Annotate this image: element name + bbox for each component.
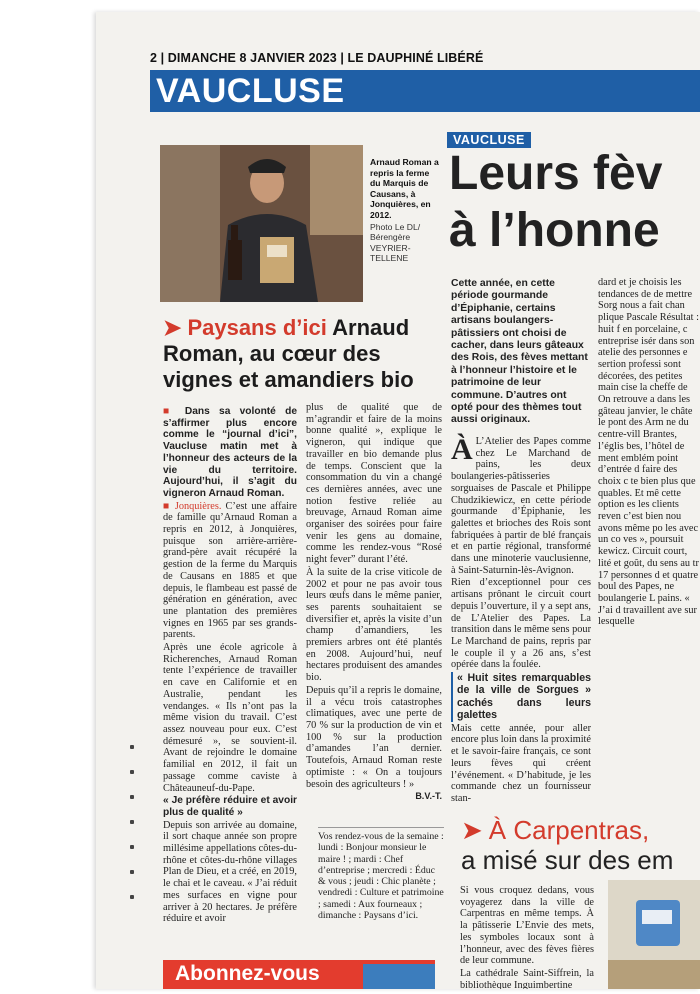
intro: Dans sa volonté de s’affirmer plus encore comme le “journal d’ici”, Vaucluse matin met à l’honneur des acteurs de la vie du territoire. Aujourd’hui, il s’agit du vigneron Arnaud Roman. xyxy=(163,406,297,499)
paragraph: Si vous croquez dedans, vous voyagerez dans la ville de Carpentras en même temps. À la pâtisserie L’Envie des mets, les symboles locaux sont à l’honneur, avec des fèves fières de leur commune. xyxy=(460,885,594,967)
left-column-1: ■ Dans sa volonté de s’affirmer plus encore comme le “journal d’ici”, Vaucluse matin met à l’honneur des acteurs de la vie du territoire. Aujourd’hui, il s’agit du vigneron Arnaud Roman. ■ Jonquières. C’est une affaire de famille qu’Arnaud Roman a repris en 2012, à Jonquières, puisque son arrière-arrière-grand-père avait récupéré la gestion de la ferme du Marquis de Causans en 1885 et que depuis, le flambeau est passé de génération en génération, avec une plantation des premières vignes en 1965 par ses grands-parents. Après une école agricole à Richerenches, Arnaud Roman tente l’expérience de travailler en cave en Californie et en Australie, pendant les vendanges. « Ils n’ont pas la même vision du travail. C’est assez nouveau pour eux. C’est démesuré », se souvient-il. Avant de rejoindre le domaine familial en 2012, il fait un passage comme caviste à Châteauneuf-du-Pape. « Je préfère réduire et avoir plus de qualité » Depuis son arrivée au domaine, il sort chaque année son propre millésime appellations côtes-du-rhône et côtes-du-rhône villages Plan de Dieu, et a créé, en 2019, le chai et le caveau. « J’ai réduit mes surfaces en vigne pour arriver à 20 hectares. Je préfère réduire et avoir xyxy=(163,406,297,925)
article-lead: Cette année, en cette période gourmande d’Épiphanie, certains artisans boulangers-pâtissiers ont choisi de cacher, dans leurs gâteaux des Rois, des fèves mettant à l’honneur l’histoire et le patrimoine de leur commune. D’autres ont opté pour des thèmes tout aussi originaux. xyxy=(451,278,588,426)
section-band xyxy=(150,70,700,112)
subheading: « Huit sites remarquables de la ville de Sorgues » cachés dans leurs galettes xyxy=(451,672,591,722)
main-headline xyxy=(449,145,662,259)
bullet-mark xyxy=(130,820,134,824)
bullet-mark xyxy=(130,745,134,749)
arrow-icon: ➤ xyxy=(163,315,182,340)
headline-line-1: Leurs fèv xyxy=(449,147,663,200)
article-title: Arnaud Roman, au cœur des vignes et amandiers bio xyxy=(163,315,414,392)
caption-text: Arnaud Roman a repris la ferme du Marquis de Causans, à Jonquières, en 2012. xyxy=(370,157,439,220)
headline-line-2: à l’honne xyxy=(449,204,660,257)
bullet-mark xyxy=(130,795,134,799)
bullet-mark xyxy=(130,770,134,774)
photo-illustration xyxy=(160,145,363,302)
paragraph: Rien d’exceptionnel pour ces artisans prônant le circuit court depuis l’ouverture, il y a sept ans, de L’Atelier des Papes. La transition dans le même sens pour Le Marchand de pains, repris par le couple il y a 26 ans, s’est opérée dans la foulée. xyxy=(451,577,591,671)
carpentras-column xyxy=(460,885,594,989)
paragraph: plus de qualité que de m’agrandir et faire de la moins bonne qualité », explique le vigneron, qui indique que travailler en bio demande plus de temps. Conscient que la consommation du vin a changé ces dernières années, avec une notion festive reliée au breuvage, Arnaud Roman aime organiser des soirées pour faire venir les gens au domaine, comme les rendez-vous “Rosé night fever” durant l’été. xyxy=(306,402,442,566)
photo-illustration xyxy=(608,880,700,989)
subscribe-banner[interactable] xyxy=(163,960,435,989)
bullet-mark xyxy=(130,845,134,849)
paragraph: L’Atelier des Papes comme chez Le Marchand de pains, les deux boulangeries-pâtisseries sorguaises de Pascale et Philippe Chudzikiewicz, en cette période gourmande d’Épiphanie, les galettes et brioches des Rois sont fabriquées à partir de blé français et en partie régional, transformé dans une minoterie vauclusienne, à Saint-Saturnin-lès-Avignon. xyxy=(451,436,591,576)
bullet-mark xyxy=(130,895,134,899)
winemaker-photo xyxy=(160,145,363,302)
page-header: 2 | DIMANCHE 8 JANVIER 2023 | LE DAUPHINÉ LIBÉRÉ xyxy=(150,51,484,65)
weekly-agenda: Vos rendez-vous de la semaine : lundi : Bonjour monsieur le maire ! ; mardi : Chef d’entreprise ; mercredi : Éduc & vous ; jeudi : Chic planète ; vendredi : Culture et patrimoine ; samedi : Aux fourneaux ; dimanche : Paysans d’ici. xyxy=(318,827,444,921)
secondary-headline xyxy=(461,815,673,875)
galette-photo xyxy=(608,880,700,989)
section-tag: VAUCLUSE xyxy=(447,132,531,148)
paragraph: Mais cette année, pour aller encore plus loin dans la proximité et le savoir-faire français, ce sont leurs fèves qui créent l’événement. « D’habitude, je les commande chez un fournisseur stan- xyxy=(451,722,591,804)
newspaper-thumbnail-icon xyxy=(363,964,435,989)
secondary-title: a misé sur des em xyxy=(461,845,674,875)
bullet-mark xyxy=(130,870,134,874)
drop-cap: À xyxy=(451,433,473,466)
photo-credit: Photo Le DL/ Bérengère VEYRIER-TELLENE xyxy=(370,221,421,264)
paragraph: La cathédrale Saint-Siffrein, la bibliothèque Inguimbertine xyxy=(460,967,594,989)
section-title: VAUCLUSE xyxy=(156,72,345,110)
photo-caption xyxy=(370,157,440,264)
subscribe-label: Abonnez-vous xyxy=(175,962,320,985)
article-headline xyxy=(163,315,443,393)
arrow-icon: ➤ xyxy=(461,815,483,845)
paragraph: Depuis son arrivée au domaine, il sort chaque année son propre millésime appellations côtes-du-rhône et côtes-du-rhône villages Plan de Dieu, et a créé, en 2019, le chai et le caveau. « J’ai réduit mes surfaces en vigne pour arriver à 20 hectares. Je préfère réduire et avoir xyxy=(163,819,297,925)
kicker: Paysans d’ici xyxy=(187,315,327,340)
paragraph: À la suite de la crise viticole de 2002 et pour ne pas avoir tous leurs œufs dans le même panier, ses parents souhaitaient se diversifier et, après la visite d’un champ d’amandiers, les premiers arbres ont été plantés en 2008. Aujourd’hui, neuf hectares produisent des amandes bio. xyxy=(306,566,442,684)
signature: B.V.-T. xyxy=(415,791,442,802)
left-column-2 xyxy=(306,402,442,804)
paragraph: Depuis qu’il a repris le domaine, il a vécu trois catastrophes climatiques, avec une perte de 70 % sur la production de vin et 100 % sur la production d’amandes l’an dernier. Toutefois, Arnaud Roman reste optimiste : « On a toujours besoin des agriculteurs ! » xyxy=(306,684,442,790)
secondary-kicker: À Carpentras, xyxy=(488,815,650,845)
dateline: Jonquières. xyxy=(174,500,222,512)
paragraph: C’est une affaire de famille qu’Arnaud Roman a repris en 2012, à Jonquières, puisque son arrière-arrière-grand-père avait récupéré la gestion de la ferme du Marquis de Causans en 1885 et que depuis, le flambeau est passé de génération en génération, avec une plantation des premières vignes en 1965 par ses grands-parents. xyxy=(163,500,297,641)
subheading: « Je préfère réduire et avoir plus de qualité » xyxy=(163,795,297,818)
paragraph: Après une école agricole à Richerenches, Arnaud Roman tente l’expérience de travailler en cave en Californie et en Australie, pendant les vendanges. « Ils n’ont pas la même vision du travail. C’est assez nouveau pour eux. C’est démesuré », se souvient-il. Avant de rejoindre le domaine familial en 2012, il fait un passage comme caviste à Châteauneuf-du-Pape. xyxy=(163,642,297,794)
right-column-1 xyxy=(451,433,591,806)
right-column-2: dard et je choisis les tendances de de mettre Sorg nous a fait chan plique Pascale Résultat : huit f en porcelaine, c entreprise isér dans son atelie des personnes e sertion professi sont décorées, des petites main cise la cheffe de On retrouve a dans les gâteau janvier, le châte le pont des Arm ne du centre-vill Brantes, l’églis bes, l’hôtel de ment emblém point d’entrée d faire des choix c te bien plus que quables. Et mê cette option es les clients reven c’est bien nou avons même po les avec un co ves », poursuit kewicz. Circuit court, lité et goût, du sens au tr 17 personnes d et quatre boul des Papes, ne boulangerie L pains. « J’ai d travaillent ave sur lesquelle xyxy=(598,277,699,628)
